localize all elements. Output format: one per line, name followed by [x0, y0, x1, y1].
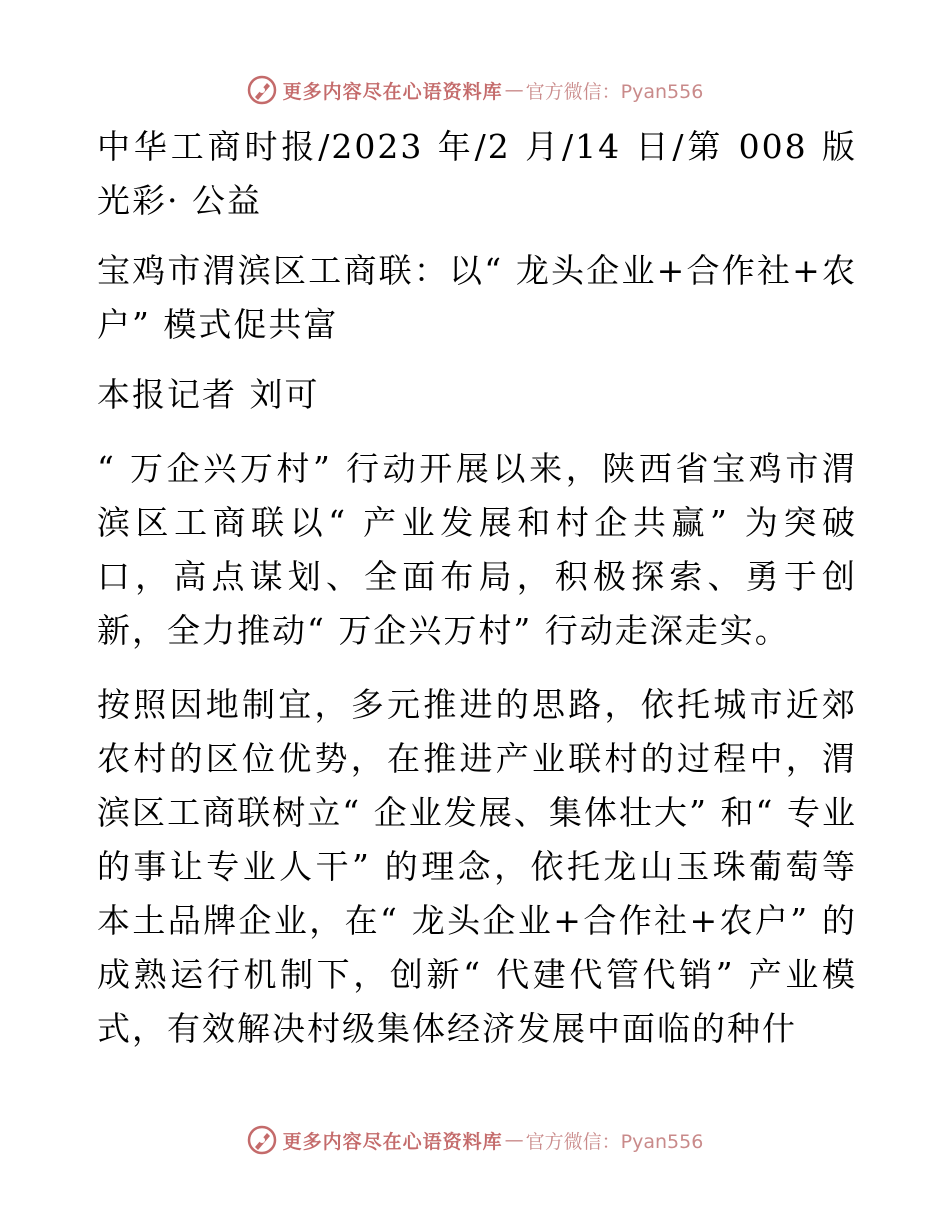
watermark-contact: 官方微信：Pyan556	[525, 80, 704, 103]
pen-seal-icon	[247, 75, 277, 105]
byline: 本报记者 刘可	[97, 375, 320, 414]
paragraph-1: “ 万企兴万村” 行动开展以来，陕西省宝鸡市渭滨区工商联以“ 产业发展和村企共赢” 为突破口，高点谋划、全面布局，积极探索、勇于创新，全力推动“ 万企兴万村” 行动走深走实。	[97, 449, 857, 650]
watermark-header	[0, 70, 950, 110]
watermark-separator: —	[504, 1129, 524, 1151]
paragraph-2: 按照因地制宜，多元推进的思路，依托城市近郊农村的区位优势，在推进产业联村的过程中，渭滨区工商联树立“ 企业发展、集体壮大” 和“ 专业的事让专业人干” 的理念，依托龙山玉珠葡萄等本土品牌企业，在“ 龙头企业+合作社+农户” 的成熟运行机制下，创新“ 代建代管代销” 产业模式，有效解决村级集体经济发展中面临的种什	[97, 685, 857, 1048]
watermark-contact: 官方微信：Pyan556	[525, 1130, 704, 1153]
watermark-separator: —	[504, 79, 524, 101]
headline: 宝鸡市渭滨区工商联：以“ 龙头企业+合作社+农户” 模式促共富	[97, 251, 857, 344]
pen-seal-icon	[247, 1125, 277, 1155]
watermark-brand: 更多内容尽在心语资料库	[282, 80, 503, 103]
watermark-footer	[0, 1120, 950, 1160]
watermark-brand: 更多内容尽在心语资料库	[282, 1130, 503, 1153]
source-line: 中华工商时报/2023 年/2 月/14 日/第 008 版光彩· 公益	[97, 127, 857, 220]
article-body	[97, 120, 857, 1076]
